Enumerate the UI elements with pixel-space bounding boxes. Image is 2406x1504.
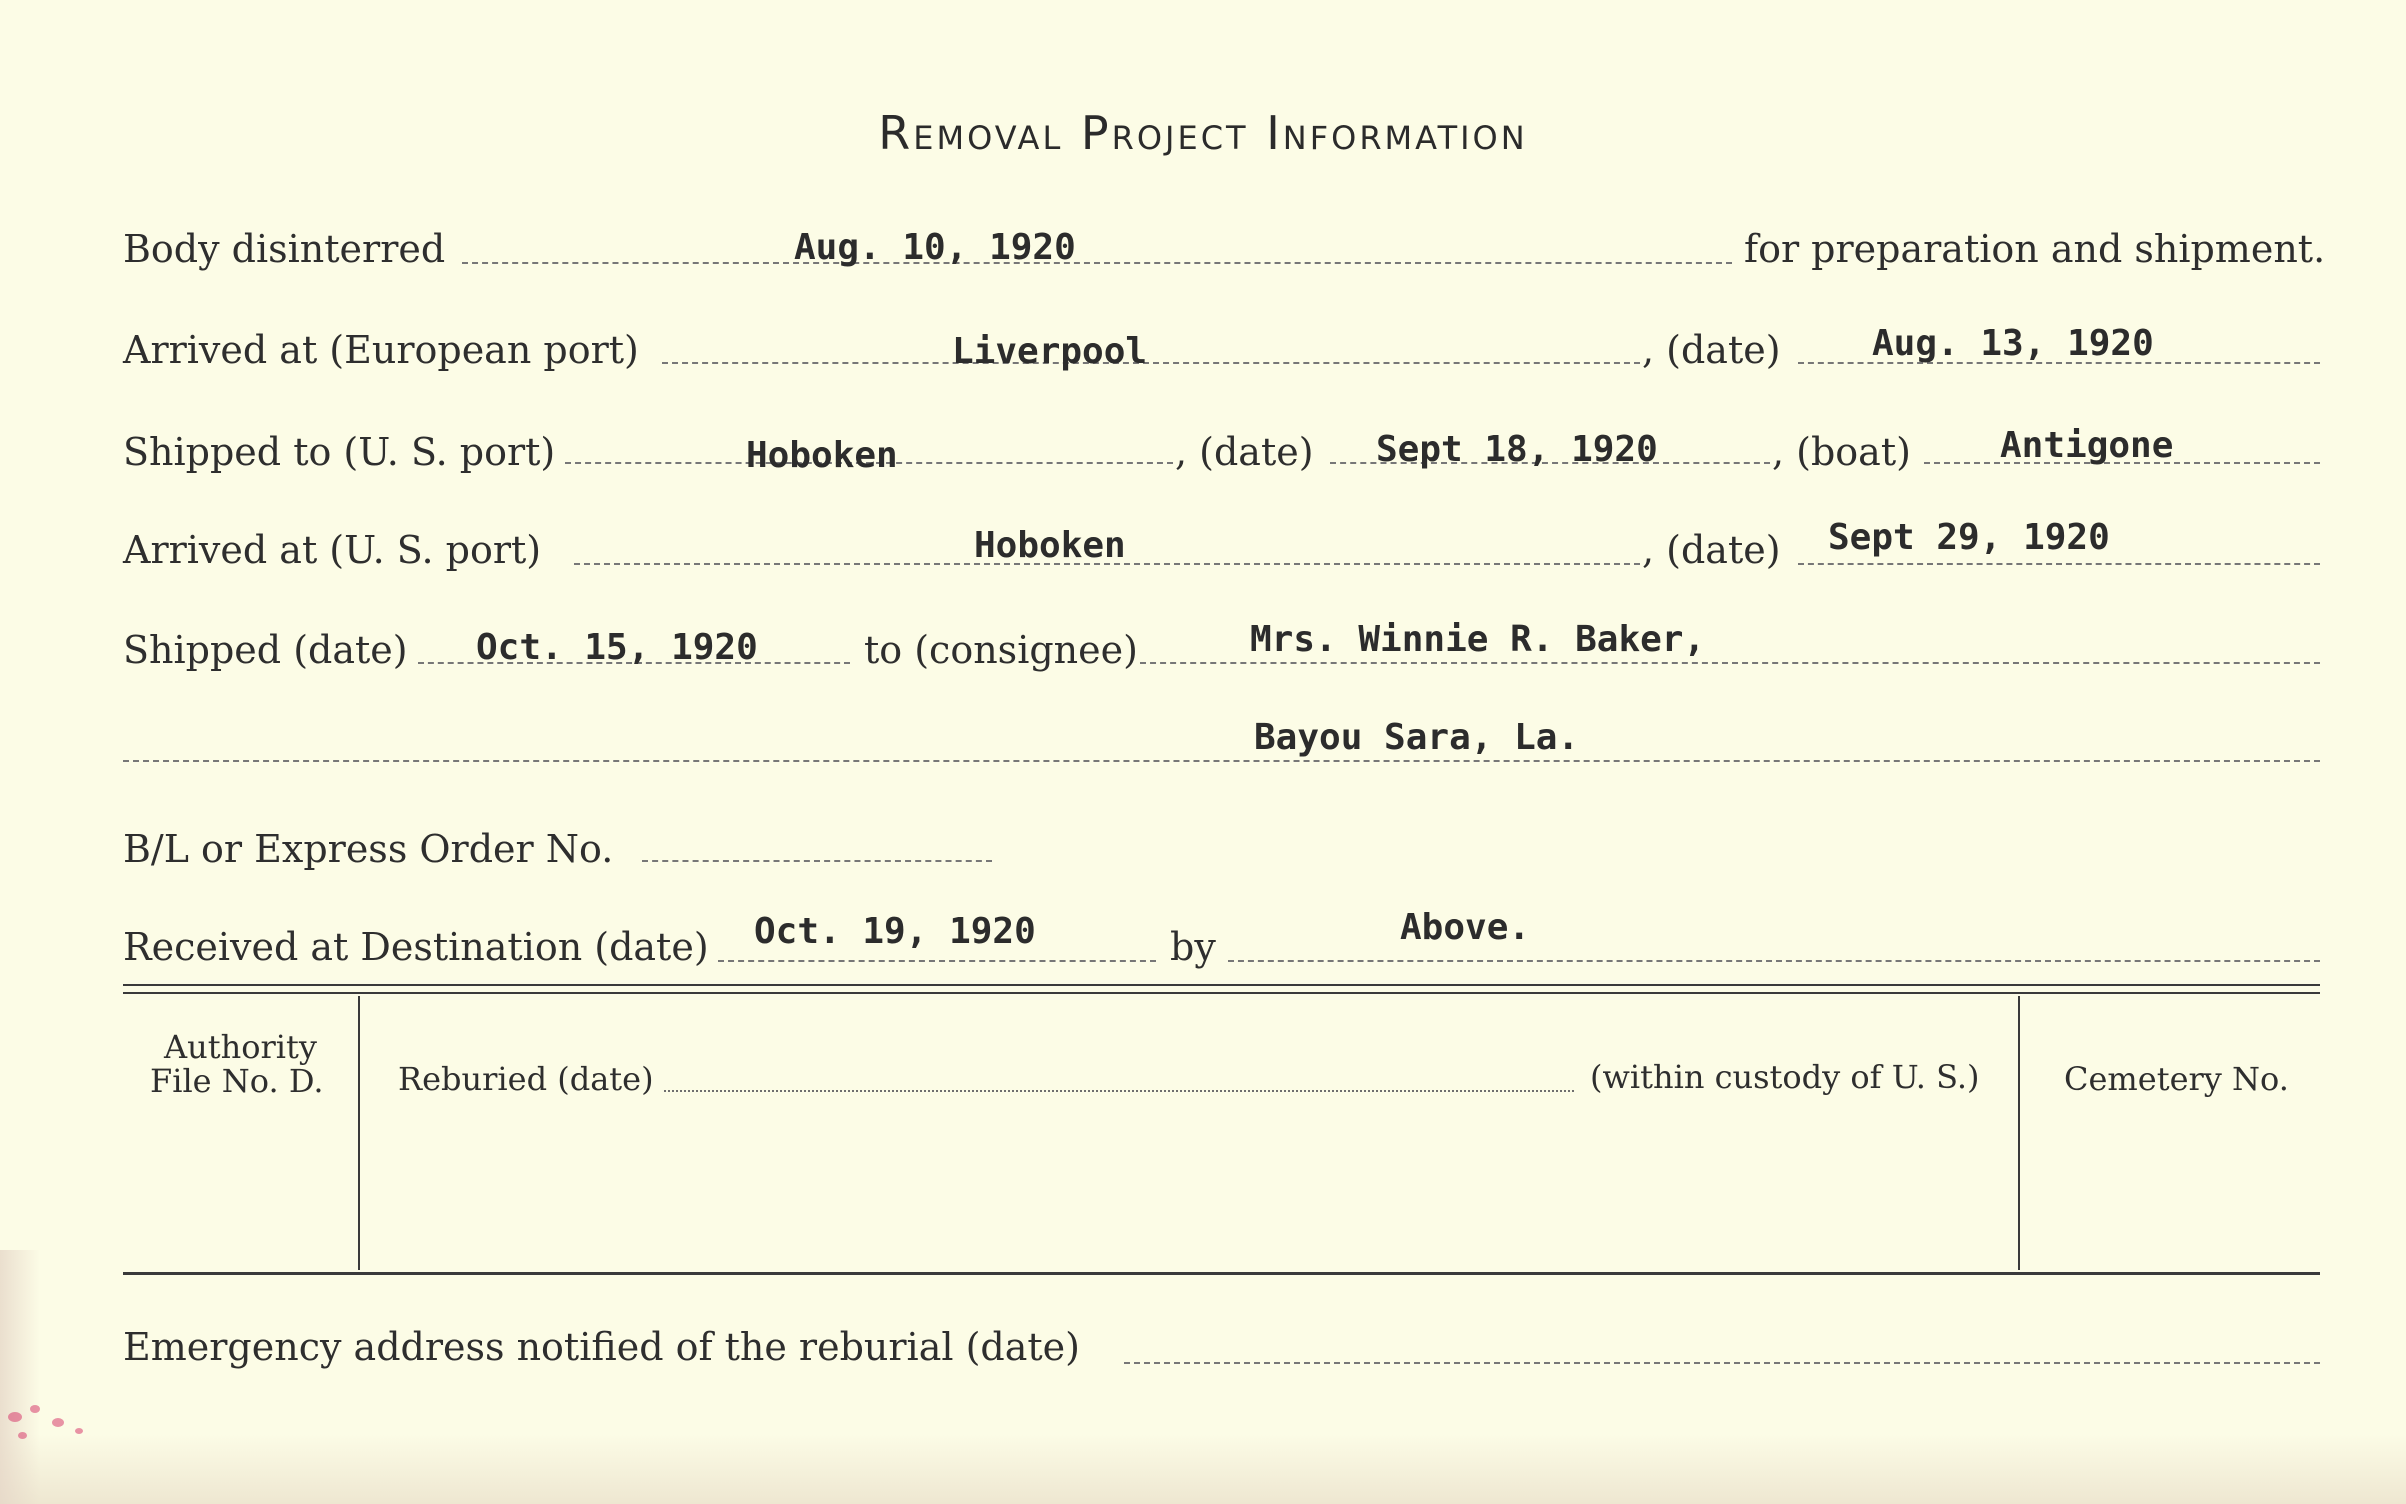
box-divider-right xyxy=(2018,996,2020,1270)
field-line-received-date xyxy=(718,960,1156,962)
divider-rule xyxy=(123,992,2320,994)
field-line-consignee-address xyxy=(123,760,2320,762)
label-authority-file-2: File No. D. xyxy=(150,1062,324,1100)
value-disinterred-date: Aug. 10, 1920 xyxy=(794,227,1076,268)
card-title: Removal Project Information xyxy=(878,106,1528,160)
value-shipped-date: Sept 18, 1920 xyxy=(1376,429,1658,470)
value-us-arrival-date: Sept 29, 1920 xyxy=(1828,517,2110,558)
field-line-bl-order xyxy=(642,860,992,862)
field-line-reburied xyxy=(664,1090,1574,1092)
label-authority-file-1: Authority xyxy=(164,1028,317,1066)
box-divider-left xyxy=(358,996,360,1270)
label-reburied: Reburied (date) xyxy=(398,1060,654,1098)
label-date-1: , (date) xyxy=(1642,328,1781,372)
ink-stain xyxy=(75,1428,83,1434)
label-emergency-address: Emergency address notified of the reburial (date) xyxy=(123,1325,1080,1369)
field-line-received-by xyxy=(1228,960,2320,962)
ink-stain xyxy=(52,1418,64,1427)
label-bl-order: B/L or Express Order No. xyxy=(123,827,614,871)
ink-stain xyxy=(30,1405,40,1413)
field-line-us-date xyxy=(1798,563,2320,565)
box-bottom-rule xyxy=(123,1272,2320,1275)
label-arrived-european: Arrived at (European port) xyxy=(123,328,639,372)
label-shipped-to: Shipped to (U. S. port) xyxy=(123,430,556,474)
value-shipped-out-date: Oct. 15, 1920 xyxy=(476,627,758,668)
value-consignee-address: Bayou Sara, La. xyxy=(1254,717,1580,758)
paper-edge xyxy=(0,1434,2406,1504)
value-received-by: Above. xyxy=(1400,907,1531,948)
label-boat: , (boat) xyxy=(1772,430,1911,474)
paper-edge-left xyxy=(0,1250,40,1504)
field-line-european-port xyxy=(662,362,1640,364)
value-us-port-shipped: Hoboken xyxy=(746,435,898,476)
label-within-custody: (within custody of U. S.) xyxy=(1590,1058,1980,1096)
label-received-destination: Received at Destination (date) xyxy=(123,925,709,969)
value-european-arrival-date: Aug. 13, 1920 xyxy=(1872,323,2154,364)
label-cemetery-no: Cemetery No. xyxy=(2064,1060,2289,1098)
label-for-preparation: for preparation and shipment. xyxy=(1744,227,2326,271)
label-to-consignee: to (consignee) xyxy=(864,628,1138,672)
value-received-date: Oct. 19, 1920 xyxy=(754,911,1036,952)
label-arrived-us: Arrived at (U. S. port) xyxy=(123,528,542,572)
field-line-consignee xyxy=(1140,662,2320,664)
label-shipped-date: Shipped (date) xyxy=(123,628,408,672)
field-line-emergency xyxy=(1124,1362,2320,1364)
label-body-disinterred: Body disinterred xyxy=(123,227,446,271)
value-boat: Antigone xyxy=(2000,425,2174,466)
value-european-port: Liverpool xyxy=(952,331,1148,372)
value-consignee-name: Mrs. Winnie R. Baker, xyxy=(1250,619,1706,660)
field-line-disinterred xyxy=(462,262,1732,264)
label-by: by xyxy=(1170,925,1216,969)
divider-rule xyxy=(123,984,2320,986)
label-date-3: , (date) xyxy=(1642,528,1781,572)
value-us-port-arrived: Hoboken xyxy=(974,525,1126,566)
ink-stain xyxy=(18,1432,27,1439)
ink-stain xyxy=(8,1412,22,1422)
label-date-2: , (date) xyxy=(1175,430,1314,474)
